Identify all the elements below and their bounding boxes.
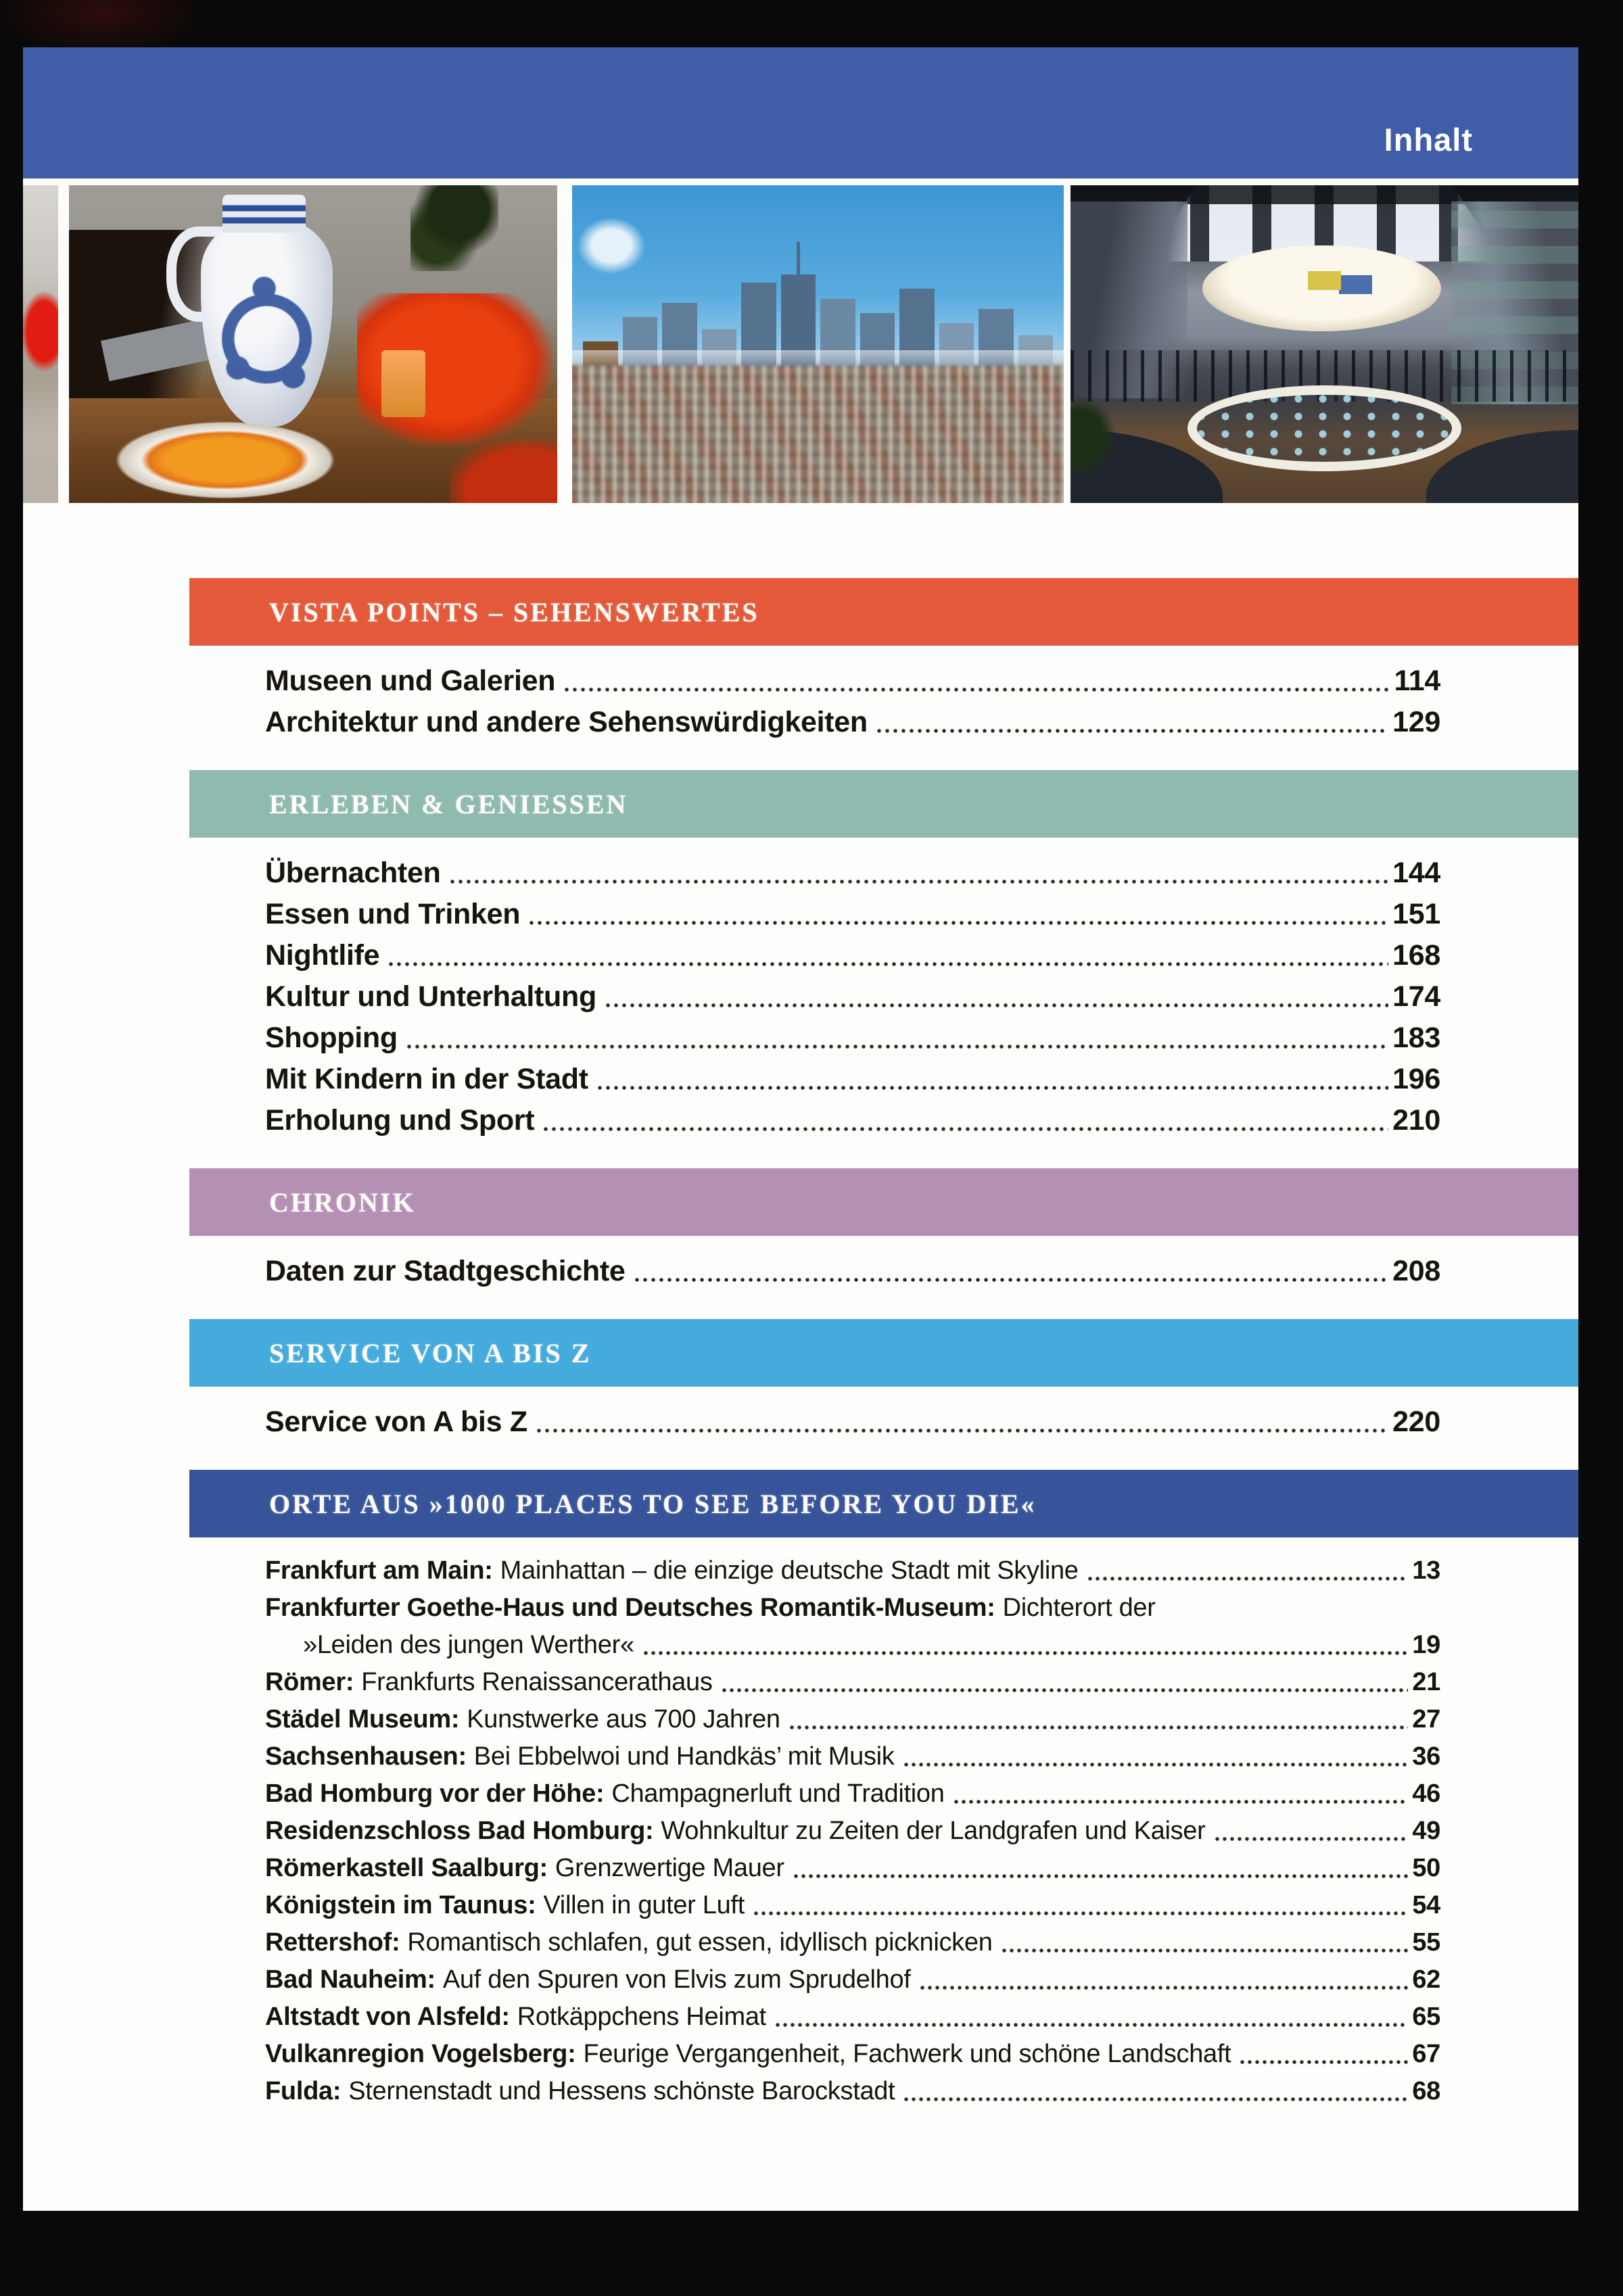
toc-entry: Museen und Galerien 114 [265, 661, 1440, 702]
toc-entry: Königstein im Taunus: Villen in guter Luft 54 [265, 1887, 1440, 1924]
toc-entry: Vulkanregion Vogelsberg: Feurige Vergangenheit, Fachwerk und schöne Landschaft 67 [265, 2036, 1440, 2073]
page-number: 129 [1392, 706, 1440, 738]
section-header-vista-points [189, 578, 1578, 646]
dot-leader [635, 1276, 1389, 1284]
toc-entry: Übernachten 144 [265, 853, 1440, 894]
toc-entry: Rettershof: Romantisch schlafen, gut essen, idyllisch picknicken 55 [265, 1924, 1440, 1961]
round-dax-board [1202, 245, 1441, 331]
dot-leader [389, 960, 1388, 968]
cider-glass [381, 350, 425, 417]
dot-leader [1002, 1946, 1409, 1955]
toc-entry: Service von A bis Z 220 [265, 1402, 1440, 1443]
page-number: 174 [1392, 980, 1440, 1013]
section-1000-places [23, 1470, 1578, 2110]
page-header-band [23, 47, 1578, 178]
cloud [577, 217, 646, 274]
plant [1071, 395, 1116, 477]
photo-edge-sliver [23, 185, 58, 503]
toc-entry: Kultur und Unterhaltung 174 [265, 976, 1440, 1018]
page-number: 208 [1392, 1255, 1440, 1287]
dot-leader [1215, 1835, 1409, 1843]
page-number: 144 [1392, 857, 1440, 889]
dot-leader [537, 1427, 1388, 1435]
jug-neck [222, 195, 306, 233]
dot-leader [794, 1872, 1409, 1880]
page-number: 151 [1392, 898, 1440, 930]
grapes-foliage [410, 185, 498, 271]
toc-entry: Daten zur Stadtgeschichte 208 [265, 1251, 1440, 1292]
dot-leader [790, 1723, 1409, 1731]
dot-leader [904, 2095, 1408, 2103]
toc-entry: Frankfurt am Main: Mainhattan – die einzige deutsche Stadt mit Skyline 13 [265, 1552, 1440, 1589]
toc-entry: Fulda: Sternenstadt und Hessens schönste Barockstadt 68 [265, 2073, 1440, 2110]
page-number: 62 [1412, 1965, 1440, 1994]
page-number: 65 [1412, 2003, 1440, 2031]
toc-entry: Bad Homburg vor der Höhe: Champagnerluft und Tradition 46 [265, 1775, 1440, 1813]
page-number: 210 [1392, 1104, 1440, 1137]
section-title: VISTA POINTS – SEHENSWERTES [269, 596, 759, 627]
monitor-cluster [1197, 395, 1453, 462]
section-vista-points [23, 578, 1578, 743]
dot-leader [877, 727, 1388, 735]
section-chronik [23, 1168, 1578, 1292]
book-page [23, 47, 1578, 2211]
section-erleben-geniessen [23, 770, 1578, 1141]
page-number: 55 [1412, 1928, 1440, 1957]
dot-leader [544, 1125, 1388, 1133]
page-number: 19 [1412, 1631, 1440, 1659]
dot-leader [954, 1798, 1409, 1806]
section-header-erleben [189, 770, 1578, 838]
page-number: 196 [1392, 1063, 1440, 1095]
section-title: CHRONIK [269, 1187, 416, 1218]
photo-stock-exchange [1071, 185, 1578, 503]
dot-leader [920, 1984, 1409, 1992]
dot-leader [904, 1761, 1409, 1769]
toc-entry: Römerkastell Saalburg: Grenzwertige Mauer 50 [265, 1850, 1440, 1887]
city-rooftops [572, 366, 1064, 504]
toc-entry: Altstadt von Alsfeld: Rotkäppchens Heimat 65 [265, 1999, 1440, 2036]
page-number: 27 [1412, 1705, 1440, 1733]
toc-entry: Essen und Trinken 151 [265, 894, 1440, 935]
dot-leader [1240, 2058, 1408, 2066]
photo-bembel-still-life [69, 185, 557, 503]
dot-leader [606, 1001, 1388, 1009]
display-screens [1308, 271, 1341, 290]
page-number: 220 [1392, 1406, 1440, 1438]
section-title: ERLEBEN & GENIESSEN [269, 788, 628, 819]
dot-leader [722, 1686, 1409, 1694]
toc-entry: »Leiden des jungen Werther« 19 [265, 1627, 1440, 1664]
section-title: ORTE AUS »1000 PLACES TO SEE BEFORE YOU DIE« [269, 1488, 1037, 1519]
toc-entry: Mit Kindern in der Stadt 196 [265, 1059, 1440, 1100]
page-number: 183 [1392, 1022, 1440, 1054]
toc-entry: Sachsenhausen: Bei Ebbelwoi und Handkäs’ mit Musik 36 [265, 1738, 1440, 1775]
toc-entry: Frankfurter Goethe-Haus und Deutsches Romantik-Museum: Dichterort der [265, 1594, 1156, 1622]
page-number: 49 [1412, 1817, 1440, 1845]
dot-leader [1088, 1575, 1409, 1583]
page-number: 168 [1392, 939, 1440, 972]
page-number: 21 [1412, 1668, 1440, 1696]
dot-leader [407, 1043, 1388, 1051]
table-of-contents [23, 578, 1578, 2110]
page-number: 46 [1412, 1779, 1440, 1808]
section-header-1000-places [189, 1470, 1578, 1537]
toc-entry: Architektur und andere Sehenswürdigkeiten 129 [265, 702, 1440, 743]
toc-entry: Nightlife 168 [265, 935, 1440, 976]
dot-leader [598, 1084, 1388, 1092]
dot-leader [530, 919, 1388, 927]
dot-leader [754, 1909, 1408, 1917]
jug-blue-pattern [201, 217, 333, 427]
photo-frankfurt-skyline [572, 185, 1064, 503]
toc-entry: Städel Museum: Kunstwerke aus 700 Jahren 27 [265, 1701, 1440, 1738]
page-number: 114 [1394, 665, 1440, 697]
page-number: 67 [1412, 2040, 1440, 2068]
dot-leader [450, 878, 1389, 886]
toc-entry: Römer: Frankfurts Renaissancerathaus 21 [265, 1664, 1440, 1701]
page-number: 54 [1412, 1891, 1440, 1919]
page-number: 50 [1412, 1854, 1440, 1882]
toc-entry: Residenzschloss Bad Homburg: Wohnkultur zu Zeiten der Landgrafen und Kaiser 49 [265, 1813, 1440, 1850]
dot-leader [776, 2021, 1408, 2029]
section-service [23, 1319, 1578, 1443]
section-header-chronik [189, 1168, 1578, 1236]
toc-entry: Bad Nauheim: Auf den Spuren von Elvis zum Sprudelhof 62 [265, 1961, 1440, 1999]
toc-entry: Erholung und Sport 210 [265, 1100, 1440, 1141]
page-number: 68 [1412, 2077, 1440, 2105]
page-title: Inhalt [1384, 122, 1473, 158]
red-cloth-corner [450, 439, 557, 503]
circular-trading-desk [1187, 385, 1462, 471]
section-header-service [189, 1319, 1578, 1387]
photo-strip [23, 185, 1578, 503]
toc-entry: Shopping 183 [265, 1018, 1440, 1059]
page-number: 36 [1412, 1742, 1440, 1771]
section-title: SERVICE VON A BIS Z [269, 1337, 592, 1368]
bembel-jug [201, 217, 333, 427]
food-plate [113, 421, 337, 500]
dot-leader [644, 1649, 1409, 1657]
page-number: 13 [1412, 1556, 1440, 1585]
dot-leader [565, 686, 1390, 694]
